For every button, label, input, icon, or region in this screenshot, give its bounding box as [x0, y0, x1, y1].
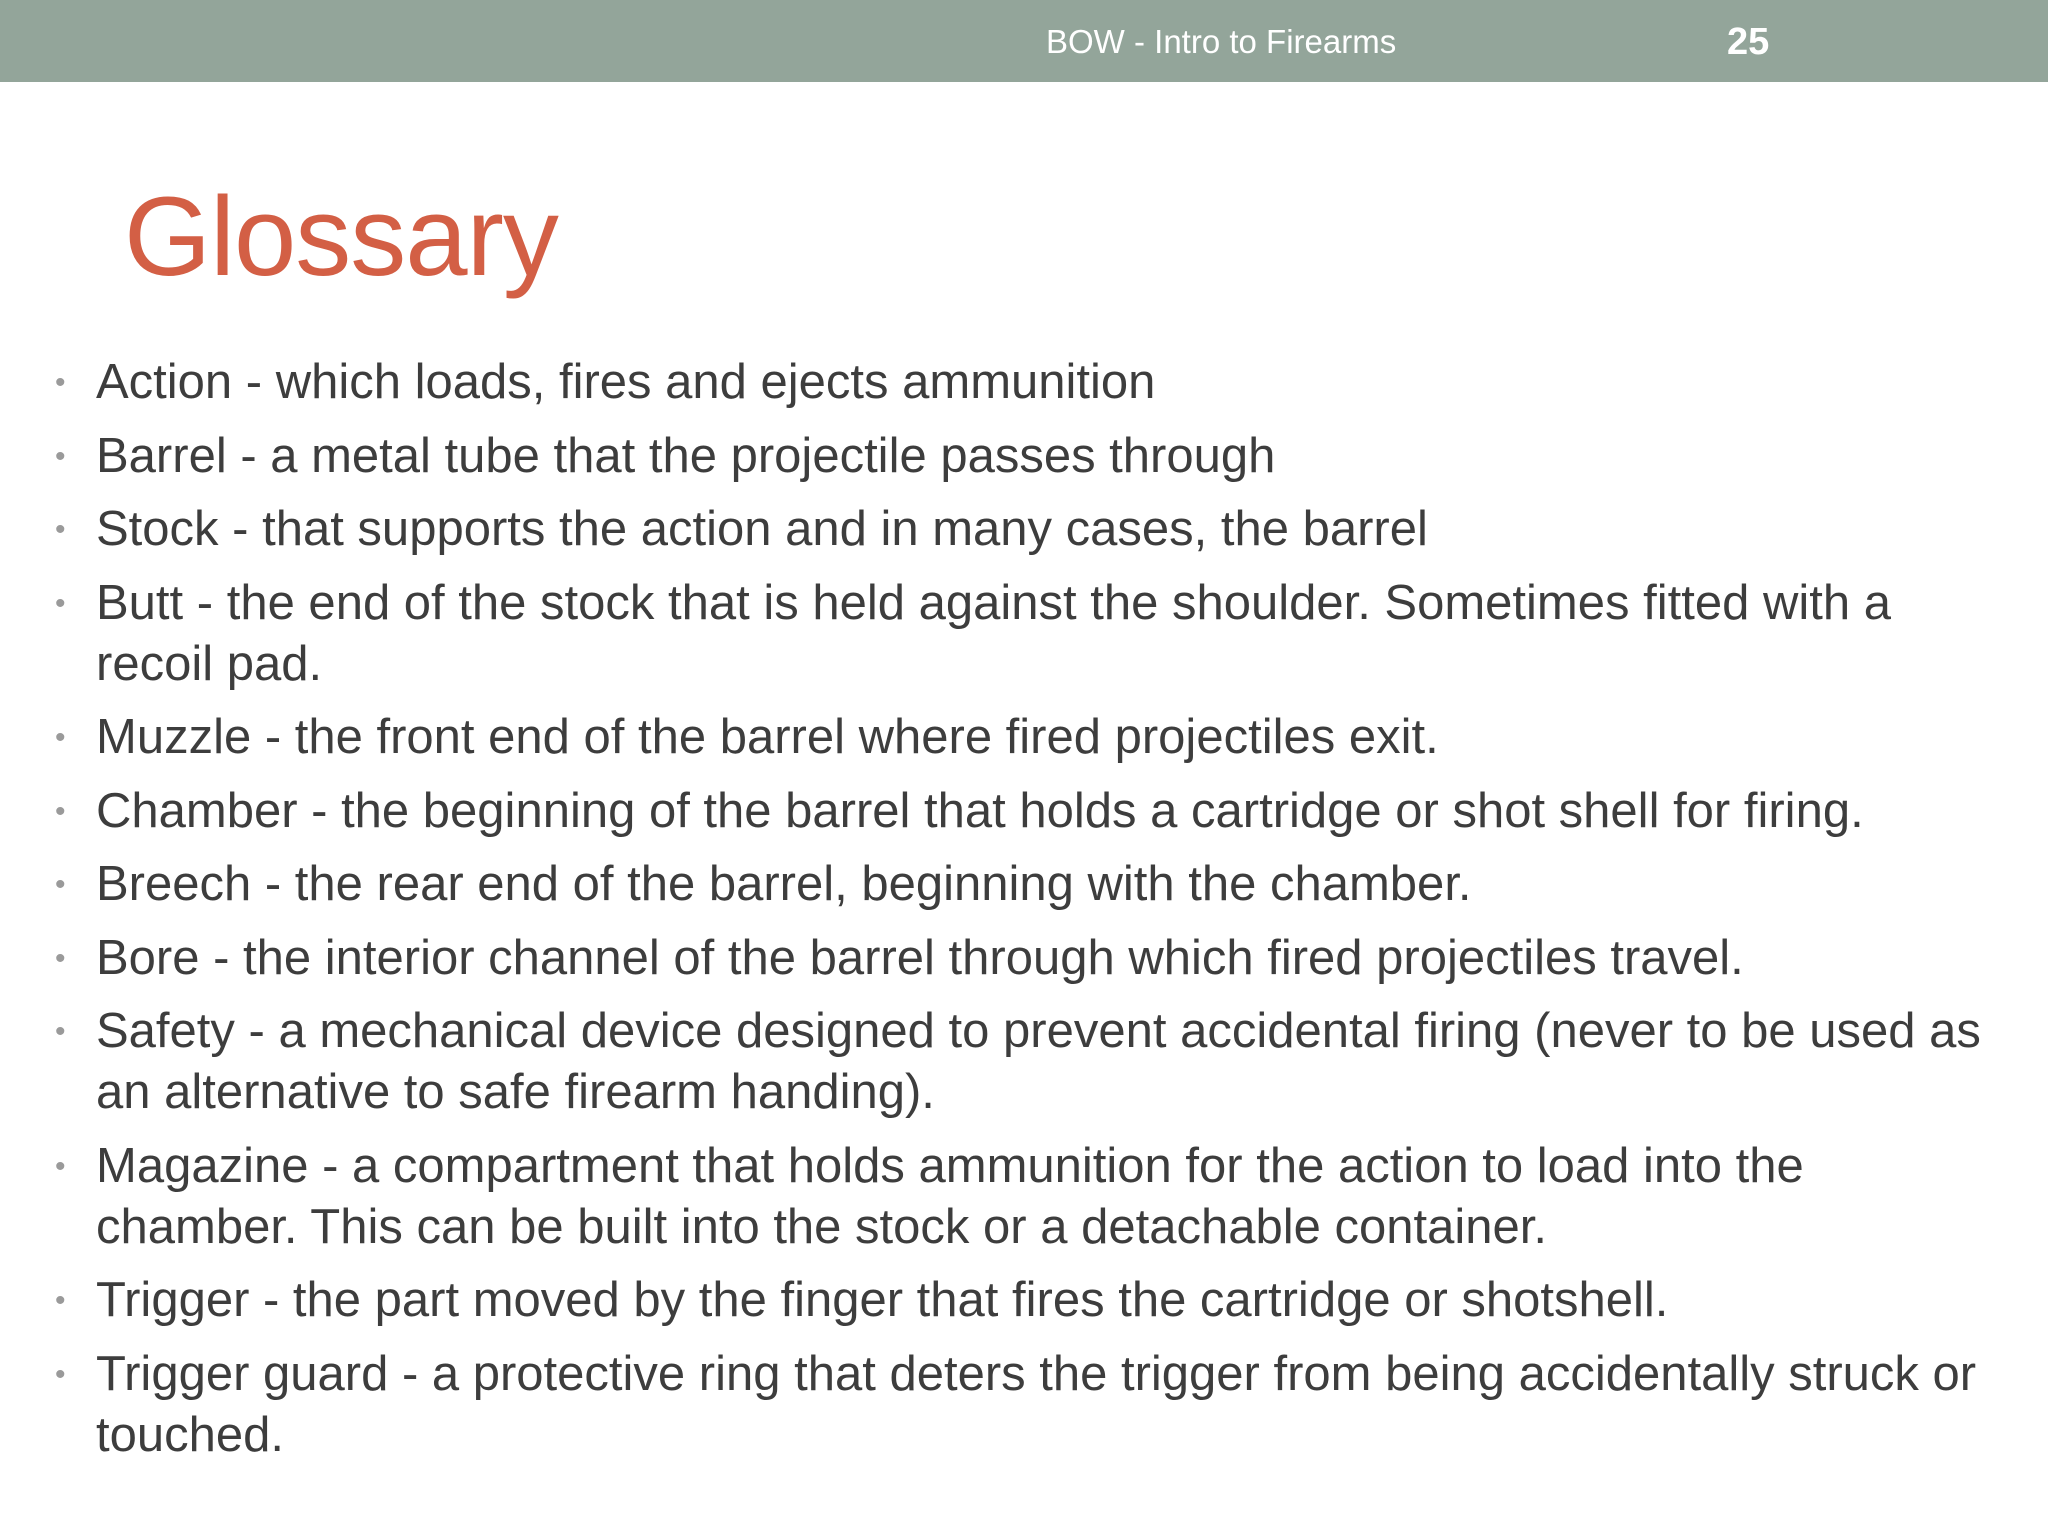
glossary-item-text: Trigger - the part moved by the finger that fires the cartridge or shotshell.: [96, 1273, 1669, 1327]
glossary-item: [0, 1270, 2048, 1331]
glossary-item: [0, 352, 2048, 413]
glossary-item-text: Trigger guard - a protective ring that deters the trigger from being accidentally struck or touched.: [96, 1346, 1977, 1462]
glossary-item-text: Barrel - a metal tube that the projectile passes through: [96, 428, 1276, 483]
glossary-item: [0, 1136, 2048, 1258]
glossary-item-text: Safety - a mechanical device designed to prevent accidental firing (never to be used as an alternative to safe firearm handing).: [96, 1004, 1981, 1119]
glossary-item-text: Chamber - the beginning of the barrel that holds a cartridge or shot shell for firing.: [96, 783, 1864, 838]
bullet-icon: •: [55, 794, 66, 828]
glossary-item-text: Stock - that supports the action and in many cases, the barrel: [96, 502, 1428, 556]
bullet-icon: •: [55, 1284, 66, 1317]
bullet-icon: •: [55, 1357, 66, 1391]
bullet-icon: •: [55, 439, 66, 473]
bullet-icon: •: [55, 941, 66, 975]
glossary-list: [0, 352, 2048, 1478]
bullet-icon: •: [55, 721, 66, 754]
glossary-item-text: Butt - the end of the stock that is held against the shoulder. Sometimes fitted with a recoil pad.: [96, 575, 1891, 691]
bullet-icon: •: [55, 868, 66, 901]
glossary-item-text: Muzzle - the front end of the barrel where fired projectiles exit.: [96, 710, 1439, 764]
bullet-icon: •: [55, 366, 66, 399]
bullet-icon: •: [55, 586, 66, 620]
glossary-item-text: Magazine - a compartment that holds ammunition for the action to load into the chamber. This can be built into the stock or a detachable container.: [96, 1138, 1804, 1254]
bullet-icon: •: [55, 513, 66, 546]
course-title: BOW - Intro to Firearms: [1046, 23, 1397, 60]
bullet-icon: •: [55, 1149, 66, 1183]
glossary-item: [0, 1001, 2048, 1123]
glossary-item: [0, 499, 2048, 560]
glossary-item-text: Bore - the interior channel of the barrel through which fired projectiles travel.: [96, 930, 1744, 985]
glossary-item: [0, 573, 2048, 695]
glossary-item: [0, 1344, 2048, 1466]
bullet-icon: •: [55, 1015, 66, 1048]
glossary-item: [0, 854, 2048, 915]
glossary-item: [0, 707, 2048, 768]
glossary-item-text: Breech - the rear end of the barrel, beginning with the chamber.: [96, 857, 1472, 911]
header-bar: [0, 0, 2048, 82]
glossary-item: [0, 781, 2048, 842]
glossary-item: [0, 928, 2048, 989]
page-number: 25: [1727, 21, 1770, 63]
slide-title: Glossary: [124, 174, 558, 299]
glossary-item-text: Action - which loads, fires and ejects ammunition: [96, 355, 1156, 409]
glossary-item: [0, 426, 2048, 487]
